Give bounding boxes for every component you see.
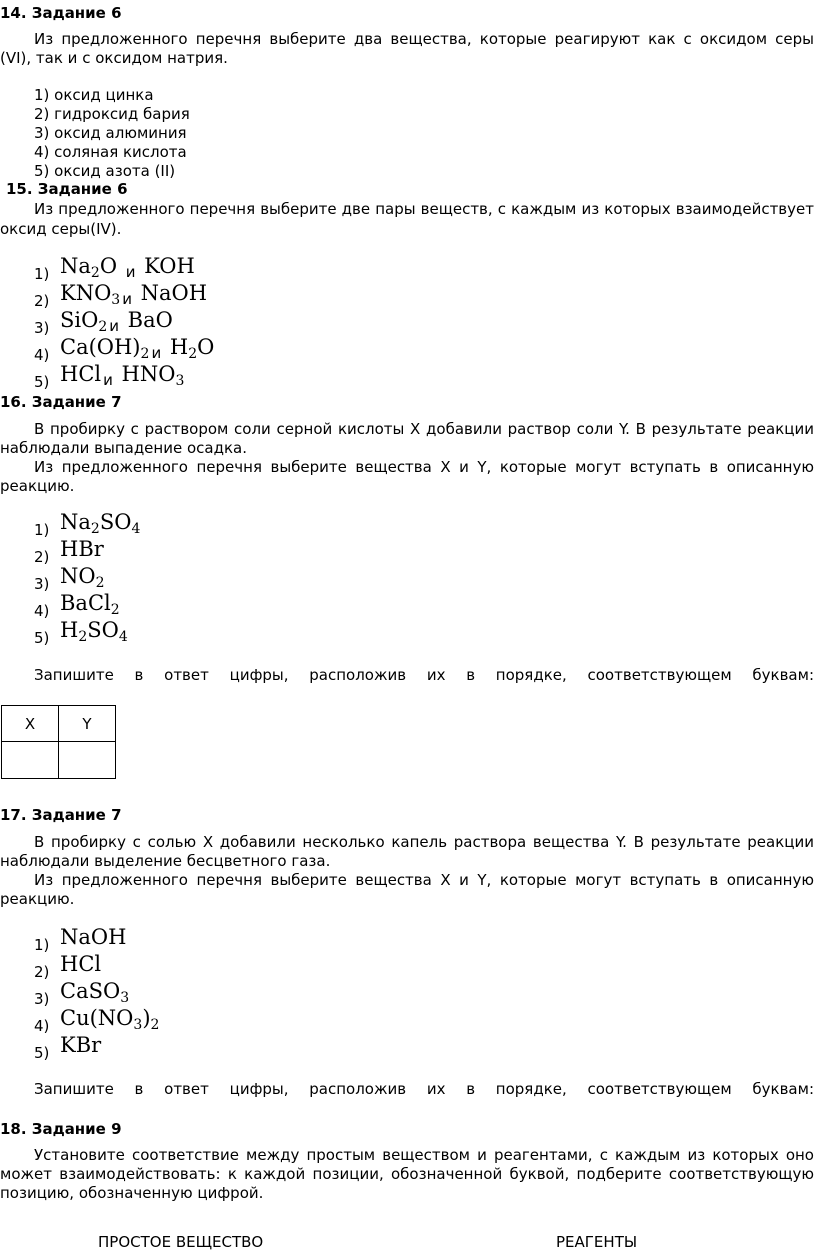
task-16-text-line-4: реакцию. (0, 477, 75, 495)
column-header-reagents: РЕАГЕНТЫ (556, 1233, 638, 1251)
answer-cell-x[interactable] (2, 742, 59, 779)
formula: HCl (60, 952, 102, 976)
option-number: 5) (34, 373, 50, 391)
column-header-simple-substance: ПРОСТОЕ ВЕЩЕСТВО (98, 1233, 264, 1251)
task-15-title: 15. Задание 6 (6, 180, 128, 198)
task-17-text-line-1: В пробирку с солью X добавили несколько капель раствора вещества Y. В результате реакции (34, 833, 814, 851)
task-16-text-line-3: Из предложенного перечня выберите вещества X и Y, которые могут вступать в описанную (34, 458, 814, 476)
formula: NaOH (60, 925, 127, 949)
option-number: 1) (34, 265, 50, 283)
task-18-text-line-1: Установите соответствие между простым веществом и реагентами, с каждым из которых оно (34, 1146, 814, 1164)
task-14-title: 14. Задание 6 (0, 4, 122, 22)
task-15-text-line-1: Из предложенного перечня выберите две пары веществ, с каждым из которых взаимодействует (34, 200, 814, 218)
option-number: 1) (34, 521, 50, 539)
task-14-text-line-2: (VI), так и с оксидом натрия. (0, 49, 228, 67)
task-14-option-5: 5) оксид азота (II) (34, 162, 176, 180)
formula: $Cu(NO_3)_2$ (60, 1006, 160, 1033)
conjunction: и (103, 371, 113, 389)
formula: $NO_2$ (60, 564, 105, 591)
task-17-answer-prompt: Запишите в ответ цифры, расположив их в порядке, соответствующем буквам: (34, 1080, 814, 1098)
option-number: 4) (34, 602, 50, 620)
task-17-title: 17. Задание 7 (0, 806, 122, 824)
option-number: 4) (34, 1017, 50, 1035)
formula: $H_2SO_4$ (60, 618, 128, 645)
option-number: 2) (34, 292, 50, 310)
answer-table (1, 705, 116, 779)
formula: $Na_2SO_4$ (60, 510, 141, 537)
option-number: 3) (34, 990, 50, 1008)
formula: HCl и $HNO_3$ (60, 362, 185, 389)
conjunction: и (109, 317, 119, 335)
formula: KBr (60, 1033, 102, 1057)
option-number: 2) (34, 548, 50, 566)
task-14-option-2: 2) гидроксид бария (34, 105, 190, 123)
formula: $KNO_3$ и NaOH (60, 281, 208, 308)
task-16-title: 16. Задание 7 (0, 393, 122, 411)
answer-table-header-x: X (2, 706, 59, 742)
option-number: 4) (34, 346, 50, 364)
task-18-text-line-2: может взаимодействовать: к каждой позиции, обозначенной буквой, подберите соответствующую (0, 1165, 814, 1183)
task-14-option-3: 3) оксид алюминия (34, 124, 187, 142)
option-number: 1) (34, 936, 50, 954)
task-17-text-line-3: Из предложенного перечня выберите вещества X и Y, которые могут вступать в описанную (34, 871, 814, 889)
option-number: 5) (34, 629, 50, 647)
formula: $Ca(OH)_2$ и $H_2O$ (60, 335, 215, 362)
task-16-text-line-2: наблюдали выпадение осадка. (0, 439, 247, 457)
task-14-option-4: 4) соляная кислота (34, 143, 187, 161)
task-15-text-line-2: оксид серы(IV). (0, 220, 122, 238)
option-number: 5) (34, 1044, 50, 1062)
task-17-text-line-2: наблюдали выделение бесцветного газа. (0, 852, 331, 870)
task-14-option-1: 1) оксид цинка (34, 86, 154, 104)
answer-cell-y[interactable] (59, 742, 116, 779)
task-17-text-line-4: реакцию. (0, 890, 75, 908)
formula: SiO$_2$ и BaO (60, 308, 173, 335)
option-number: 3) (34, 575, 50, 593)
option-number: 2) (34, 963, 50, 981)
formula: HBr (60, 537, 104, 561)
task-16-answer-prompt: Запишите в ответ цифры, расположив их в порядке, соответствующем буквам: (34, 666, 814, 684)
conjunction: и (151, 344, 162, 362)
task-14-text-line-1: Из предложенного перечня выберите два вещества, которые реагируют как с оксидом серы (34, 30, 814, 48)
formula: $Na_2O$ и KOH (60, 254, 195, 281)
answer-table-header-y: Y (59, 706, 116, 742)
conjunction: и (122, 290, 132, 308)
task-18-text-line-3: позицию, обозначенную цифрой. (0, 1184, 264, 1202)
task-18-title: 18. Задание 9 (0, 1120, 122, 1138)
option-number: 3) (34, 319, 50, 337)
formula: CaSO$_3$ (60, 979, 130, 1006)
conjunction: и (125, 263, 136, 281)
task-16-text-line-1: В пробирку с раствором соли серной кислоты X добавили раствор соли Y. В результате реакции (34, 420, 814, 438)
formula: BaCl$_2$ (60, 591, 120, 618)
